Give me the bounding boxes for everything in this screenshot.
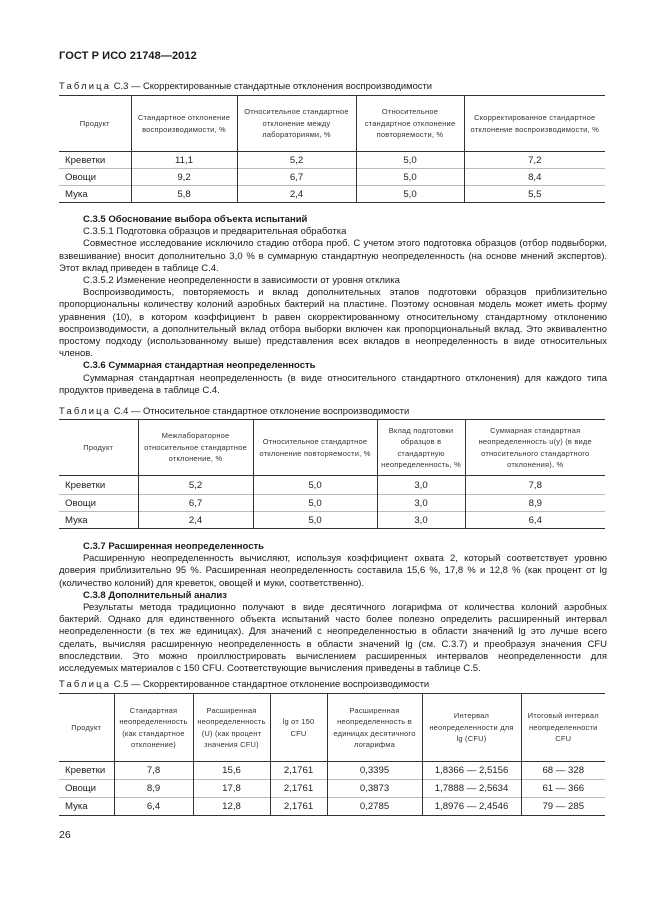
table-row — [59, 152, 605, 169]
table-row — [59, 798, 605, 816]
table-cell: Мука — [59, 512, 138, 529]
table-cell: 0,2785 — [327, 798, 422, 816]
paragraph: Воспроизводимость, повторяемость и вклад дополнительных этапов подготовки образцов приблизительно пропорциональны количеству колоний аэробных бактерий на пластине. Поэтому основная модель может иметь форму уравнения (10), в котором коэффициент b равен скорректированному относительному стандартному отклонению воспроизводимости, а дополнительный вклад отбора выборки включен как пропорциональный вклад. Это эквивалентно простому подходу (использованному выше) представления всех вкладов в неопределенность в виде относительных членов. — [59, 287, 607, 360]
table-cell: 6,7 — [237, 169, 356, 186]
table-cell: 5,0 — [253, 512, 377, 529]
paragraph: Расширенную неопределенность вычисляют, используя коэффициент охвата 2, который соответствует уровню доверия приблизительно 95 %. Расширенная неопределенность составила 15,6 %, 17,8 % и 12,8 % (как процент от lg (количество колоний) для креветок, овощей и муки, соответственно). — [59, 553, 607, 589]
table-cell: 8,9 — [465, 495, 605, 512]
table-cell: 6,4 — [114, 798, 193, 816]
table-cell: 5,8 — [131, 186, 237, 203]
section-c37-c38 — [59, 541, 607, 675]
table-cell: Креветки — [59, 152, 131, 169]
table-cell: 1,8366 — 2,5156 — [422, 762, 521, 780]
table-cell: 2,1761 — [270, 780, 327, 798]
table-cell: 6,7 — [138, 495, 253, 512]
table-cell: 6,4 — [465, 512, 605, 529]
table-cell: 5,2 — [138, 476, 253, 495]
column-header: Вклад подготовки образцов в стандартную неопределенность, % — [377, 420, 465, 476]
column-header: Межлабораторное относительное стандартное отклонение, % — [138, 420, 253, 476]
section-c35-c36 — [59, 214, 607, 397]
table-row — [59, 762, 605, 780]
table-row — [59, 512, 605, 529]
table-c4 — [59, 419, 605, 529]
column-header: Суммарная стандартная неопределенность u(y) (в виде относительного стандартного отклонения), % — [465, 420, 605, 476]
table-cell: 0,3395 — [327, 762, 422, 780]
paragraph: Суммарная стандартная неопределенность (в виде относительного стандартного отклонения) для каждого типа продуктов приведена в таблице С.4. — [59, 372, 607, 396]
table-cell: 79 — 285 — [521, 798, 605, 816]
table-cell: 17,8 — [193, 780, 270, 798]
table-cell: 7,8 — [465, 476, 605, 495]
table-cell: 12,8 — [193, 798, 270, 816]
table-cell: 8,9 — [114, 780, 193, 798]
table-cell: Овощи — [59, 780, 114, 798]
section-heading: С.3.6 Суммарная стандартная неопределенность — [83, 360, 316, 372]
table-row — [59, 495, 605, 512]
document-header: ГОСТ Р ИСО 21748—2012 — [59, 50, 197, 62]
table-cell: 5,0 — [356, 186, 464, 203]
column-header: Относительное стандартное отклонение повторяемости, % — [253, 420, 377, 476]
table-cell: 2,1761 — [270, 798, 327, 816]
column-header: Интервал неопределенности для lg (CFU) — [422, 694, 521, 762]
page-number: 26 — [59, 829, 71, 841]
column-header: Скорректированное стандартное отклонение воспроизводимости, % — [464, 96, 605, 152]
table-c5 — [59, 693, 605, 816]
table-c4-caption: Таблица С.4 — Относительное стандартное отклонение воспроизводимости — [59, 405, 410, 416]
subsection-heading: С.3.5.2 Изменение неопределенности в зависимости от уровня отклика — [83, 275, 400, 287]
table-cell: 2,4 — [237, 186, 356, 203]
table-cell: 7,8 — [114, 762, 193, 780]
table-cell: 61 — 366 — [521, 780, 605, 798]
table-row — [59, 476, 605, 495]
table-cell: 5,0 — [356, 169, 464, 186]
table-c5-caption: Таблица С.5 — Скорректированное стандартное отклонение воспроизводимости — [59, 678, 430, 689]
table-cell: 3,0 — [377, 476, 465, 495]
table-cell: 1,8976 — 2,4546 — [422, 798, 521, 816]
table-cell: 5,0 — [253, 476, 377, 495]
table-cell: 5,0 — [356, 152, 464, 169]
table-cell: Овощи — [59, 169, 131, 186]
table-cell: 1,7888 — 2,5634 — [422, 780, 521, 798]
table-cell: 5,2 — [237, 152, 356, 169]
column-header: Стандартная неопределенность (как стандартное отклонение) — [114, 694, 193, 762]
table-cell: 3,0 — [377, 512, 465, 529]
column-header: Продукт — [59, 694, 114, 762]
column-header: Стандартное отклонение воспроизводимости, % — [131, 96, 237, 152]
table-cell: 5,5 — [464, 186, 605, 203]
section-heading: С.3.8 Дополнительный анализ — [83, 589, 227, 601]
section-heading: С.3.7 Расширенная неопределенность — [83, 541, 264, 552]
table-cell: Овощи — [59, 495, 138, 512]
table-cell: Мука — [59, 186, 131, 203]
table-cell: Креветки — [59, 476, 138, 495]
column-header: Расширенная неопределенность (U) (как процент значения CFU) — [193, 694, 270, 762]
table-cell: 7,2 — [464, 152, 605, 169]
column-header: Расширенная неопределенность в единицах десятичного логарифма — [327, 694, 422, 762]
table-cell: Мука — [59, 798, 114, 816]
table-row — [59, 169, 605, 186]
table-c3 — [59, 95, 605, 203]
column-header: Относительное стандартное отклонение между лабораториями, % — [237, 96, 356, 152]
column-header: Продукт — [59, 96, 131, 152]
table-cell: 8,4 — [464, 169, 605, 186]
column-header: Относительное стандартное отклонение повторяемости, % — [356, 96, 464, 152]
table-cell: 2,4 — [138, 512, 253, 529]
table-cell: 9,2 — [131, 169, 237, 186]
table-c3-caption: Таблица С.3 — Скорректированные стандартные отклонения воспроизводимости — [59, 80, 433, 91]
table-cell: 2,1761 — [270, 762, 327, 780]
subsection-heading: С.3.5.1 Подготовка образцов и предварительная обработка — [83, 226, 347, 238]
table-header-row — [59, 694, 605, 762]
table-cell: 11,1 — [131, 152, 237, 169]
column-header: Продукт — [59, 420, 138, 476]
table-cell: 0,3873 — [327, 780, 422, 798]
table-header-row — [59, 96, 605, 152]
table-row — [59, 186, 605, 203]
table-cell: 3,0 — [377, 495, 465, 512]
column-header: Итоговый интервал неопределенности CFU — [521, 694, 605, 762]
table-cell: 68 — 328 — [521, 762, 605, 780]
paragraph: Совместное исследование исключило стадию отбора проб. С учетом этого подготовка образцов (отбор подвыборки, взвешивание) вносит дополнительно 3,0 % в суммарную стандартную неопределенность (на основе мнений экспертов). Этот вклад приведен в таблице С.4. — [59, 238, 607, 274]
table-cell: 5,0 — [253, 495, 377, 512]
table-row — [59, 780, 605, 798]
table-cell: Креветки — [59, 762, 114, 780]
table-header-row — [59, 420, 605, 476]
section-heading: С.3.5 Обоснование выбора объекта испытаний — [83, 214, 308, 225]
table-cell: 15,6 — [193, 762, 270, 780]
paragraph: Результаты метода традиционно получают в виде десятичного логарифма от количества колоний аэробных бактерий. Однако для единственного объекта испытаний часто более полезно определить расширенный интервал неопределенности (в тех же единицах). Для значений с неопределенностью в области значений lg это лучше всего сделать, вычисляя расширенную неопределенность в области значений lg (см. С.3.7) и преобразуя значения CFU впоследствии. Это можно проиллюстрировать вычислением расширенных интервалов неопределенности для исследуемых материалов с 150 CFU. Соответствующие вычисления приведены в таблице С.5. — [59, 602, 607, 675]
column-header: lg от 150 CFU — [270, 694, 327, 762]
